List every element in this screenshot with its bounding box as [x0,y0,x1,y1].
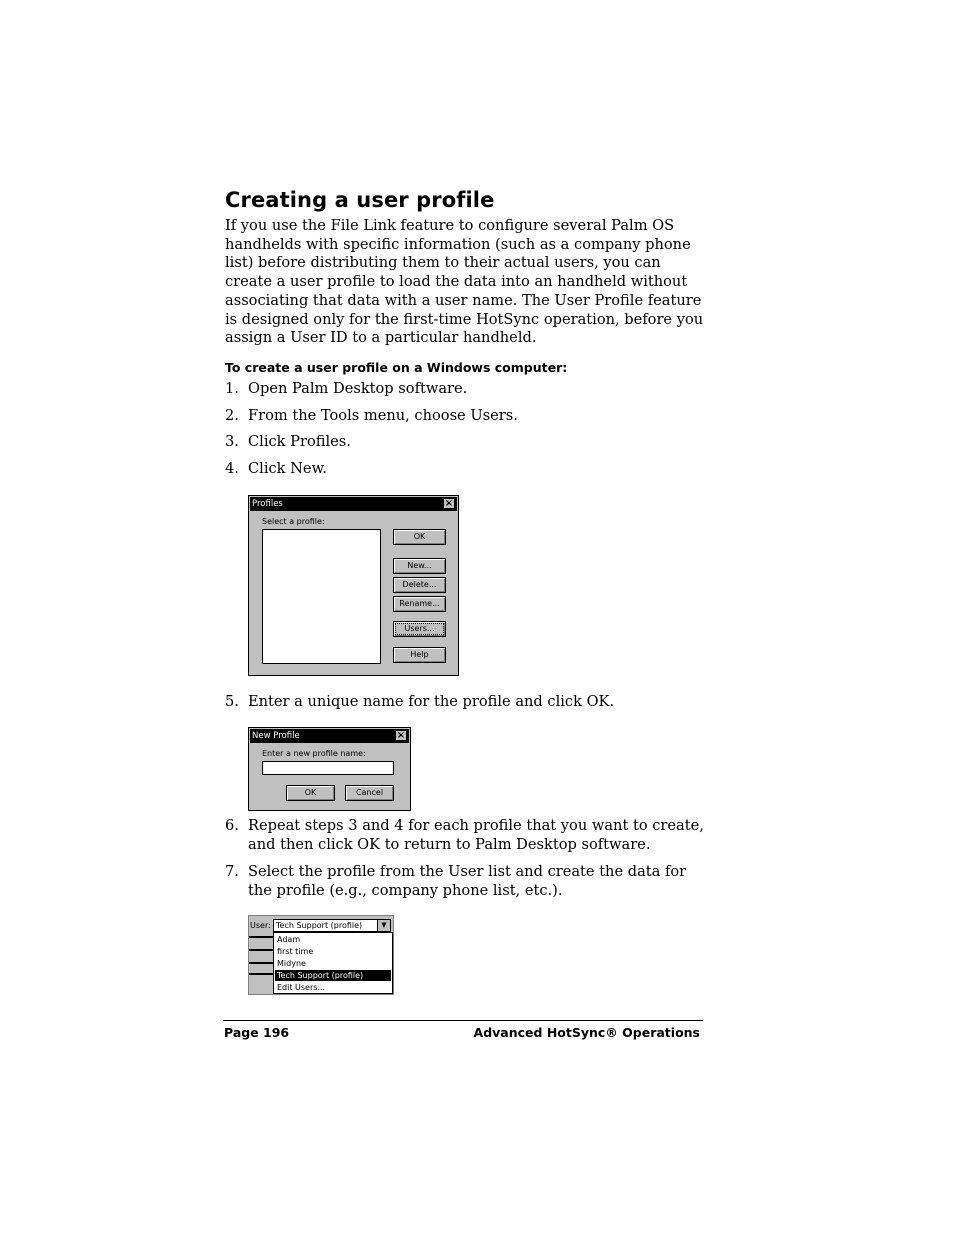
user-option-first-time[interactable]: first time [277,947,314,956]
user-select[interactable] [273,919,391,932]
step-text: From the Tools menu, choose Users. [248,407,518,424]
delete-button[interactable]: Delete... [393,577,446,593]
select-profile-label: Select a profile: [262,517,325,526]
footer-rule [223,1020,703,1021]
step-3 [225,433,705,452]
user-option-edit-users[interactable]: Edit Users... [277,983,326,992]
step-text: Repeat steps 3 and 4 for each profile that you want to create, and then click OK to return to Palm Desktop software. [248,817,704,853]
step-number: 7. [225,863,239,880]
step-5 [225,693,705,712]
step-text: Enter a unique name for the profile and click OK. [248,693,615,710]
step-number: 6. [225,817,239,834]
page-heading: Creating a user profile [225,188,495,212]
section-title: Advanced HotSync® Operations [473,1025,700,1040]
users-button[interactable]: Users... [393,621,446,637]
chevron-down-icon[interactable]: ▼ [377,920,390,931]
ok-button[interactable]: OK [286,785,335,801]
close-icon[interactable]: × [444,498,454,509]
step-number: 1. [225,380,239,397]
divider [249,962,273,964]
step-number: 5. [225,693,239,710]
profile-name-input[interactable] [262,761,394,775]
step-text: Click New. [248,460,327,477]
step-number: 3. [225,433,239,450]
ok-button[interactable]: OK [393,529,446,545]
new-button[interactable]: New... [393,558,446,574]
dialog-title: Profiles [252,499,283,509]
dialog-title: New Profile [252,731,300,741]
divider [249,973,273,975]
close-icon[interactable]: × [396,730,406,741]
profiles-titlebar [250,497,457,511]
step-number: 4. [225,460,239,477]
step-text: Click Profiles. [248,433,351,450]
step-number: 2. [225,407,239,424]
step-2 [225,407,705,426]
step-7 [225,863,705,900]
user-option-midyne[interactable]: Midyne [277,959,306,968]
new-profile-titlebar [250,729,409,743]
user-label: User: [250,921,271,930]
user-options-list [273,932,393,994]
step-4 [225,460,705,479]
cancel-button[interactable]: Cancel [345,785,394,801]
user-dropdown-panel [248,915,394,995]
step-1 [225,380,705,399]
user-option-adam[interactable]: Adam [277,935,301,944]
new-profile-dialog [248,727,411,811]
profile-listbox[interactable] [262,529,381,664]
divider [249,936,273,938]
page-number: Page 196 [224,1025,290,1040]
divider [249,949,273,951]
rename-button[interactable]: Rename... [393,596,446,612]
procedure-subheading: To create a user profile on a Windows computer: [225,360,568,375]
profiles-dialog [248,495,459,676]
intro-paragraph: If you use the File Link feature to configure several Palm OS handhelds with specific information (such as a company phone list) before distributing them to their actual users, you can create a user profile to load the data into an handheld without associating that data with a user name. The User Profile feature is designed only for the first-time HotSync operation, before you assign a User ID to a particular handheld. [225,217,704,347]
help-button[interactable]: Help [393,647,446,663]
step-6 [225,817,705,854]
user-option-tech-support[interactable]: Tech Support (profile) [275,970,391,981]
step-text: Select the profile from the User list and create the data for the profile (e.g., company phone list, etc.). [248,863,687,899]
profile-name-prompt: Enter a new profile name: [262,749,366,758]
step-text: Open Palm Desktop software. [248,380,468,397]
user-select-value: Tech Support (profile) [276,921,363,930]
